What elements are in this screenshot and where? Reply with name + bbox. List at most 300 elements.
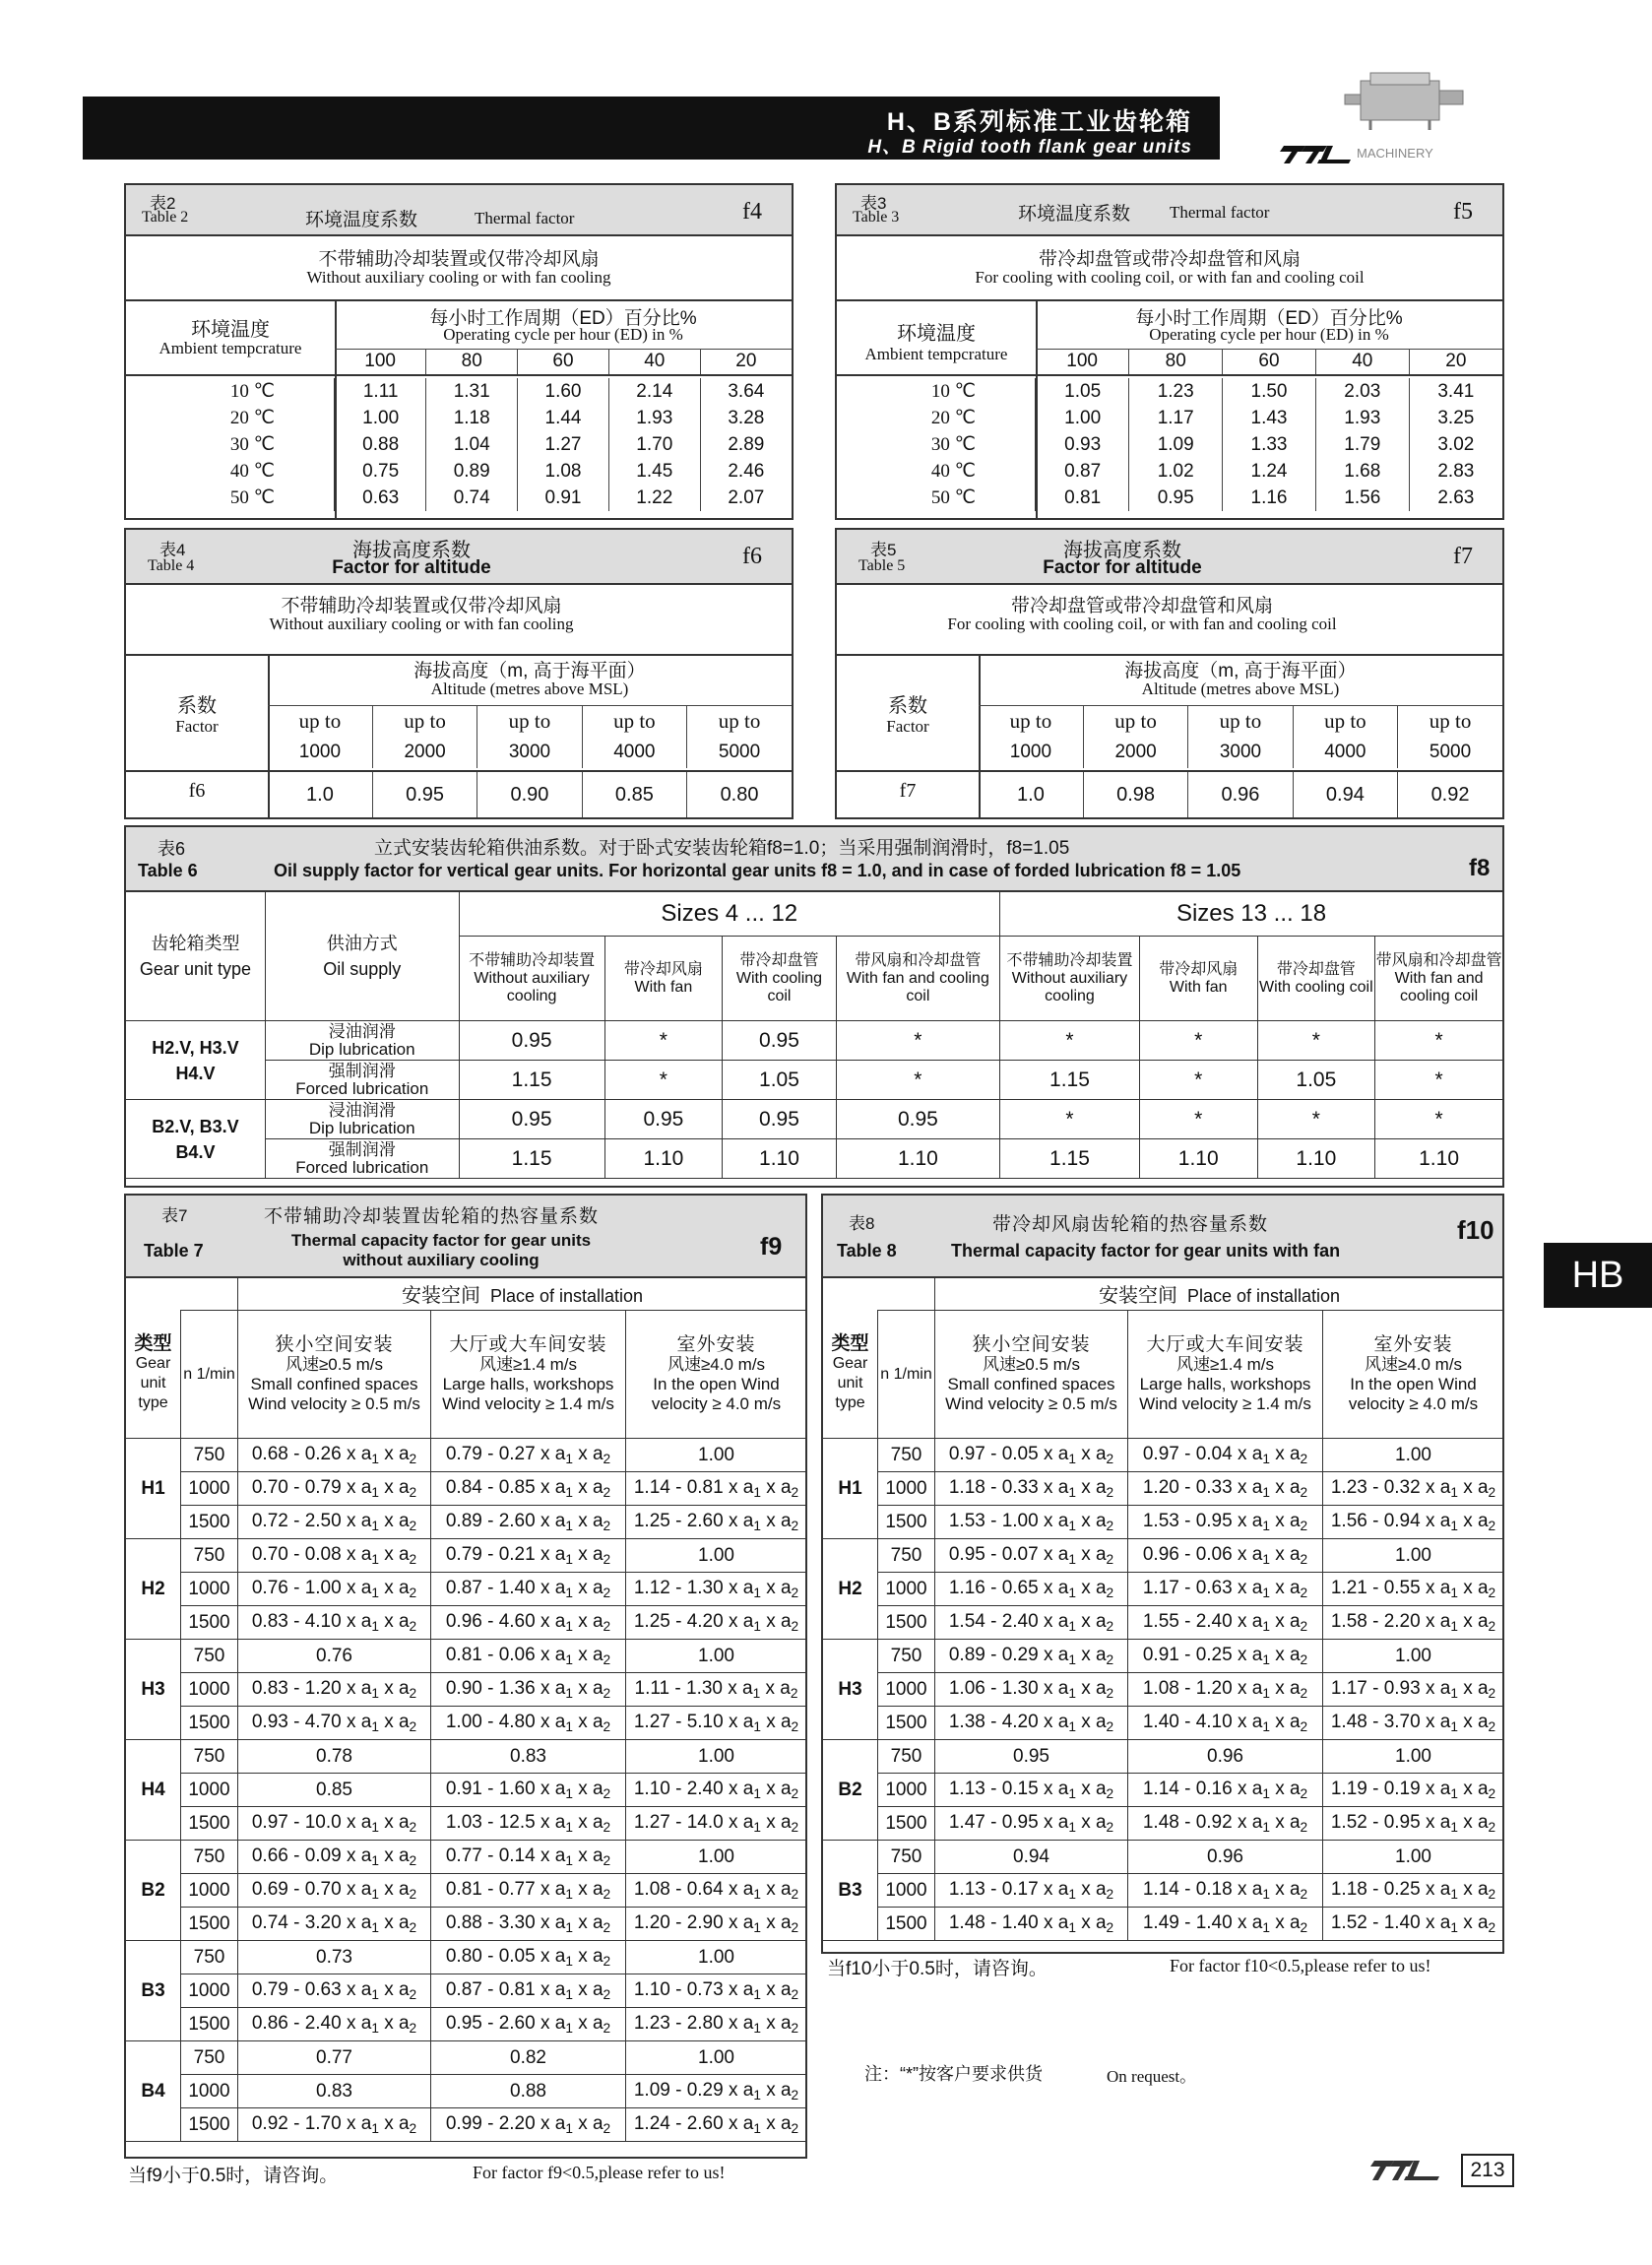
header-title-cn: H、B系列标准工业齿轮箱 [886,108,1192,136]
factor-value: 1.10 [836,1139,999,1179]
table-row [837,405,1502,431]
factor-value: 1.0 [268,772,372,817]
table-2-no-cn: 表2 [150,194,176,213]
table-cell: 1.17 - 0.63 x $a_1$ x $a_2$ [1128,1573,1323,1606]
ed-header: 100 [1036,349,1129,374]
table-4-condition-cn: 不带辅助冷却装置或仅带冷却风扇 [281,596,562,616]
oil-supply-cn: 浸油润滑 [328,1021,396,1041]
footer-brand-icon [1365,2155,1443,2184]
table-8-no-en: Table 8 [837,1241,897,1261]
table-cell: 1.23 - 0.32 x $a_1$ x $a_2$ [1323,1472,1504,1506]
table-cell: 1.27 [518,431,609,458]
table-cell: 0.96 - 0.06 x $a_1$ x $a_2$ [1128,1539,1323,1573]
place-col-cn: 狭小空间安装 [275,1333,394,1355]
ed-header: 60 [518,349,609,374]
table-cell: 0.81 - 0.06 x $a_1$ x $a_2$ [431,1640,626,1673]
place-en: Place of installation [1186,1286,1341,1306]
table-cell: 1.58 - 2.20 x $a_1$ x $a_2$ [1323,1606,1504,1640]
upto-label: up to [718,708,761,733]
altitude-value: 4000 [1293,737,1397,768]
table-cell: 750 [181,1640,238,1673]
table-4-values [268,772,792,817]
table-cell: 0.87 - 0.81 x $a_1$ x $a_2$ [431,1974,626,2008]
table-row [126,1439,807,1472]
section-tab-hb: HB [1544,1243,1652,1308]
table-cell: 10 ℃ [837,378,1036,405]
table-cell: 1.27 - 14.0 x $a_1$ x $a_2$ [626,1807,807,1841]
table-cell: 0.93 [1036,431,1129,458]
table-cell: 1.16 - 0.65 x $a_1$ x $a_2$ [935,1573,1128,1606]
factor-value: 0.96 [1188,772,1293,817]
table-5-group-cn: 海拔高度（m, 高于海平面） [1124,661,1357,681]
table-6-factor: f8 [1469,855,1491,881]
table-6-no-en: Table 6 [138,861,198,880]
table-3-title-cn: 环境温度系数 [1018,204,1131,225]
oil-option-cn: 不带辅助冷却装置 [469,951,596,969]
table-4-block [124,528,794,819]
table-cell: 750 [181,2041,238,2075]
table-cell: 0.97 - 0.05 x $a_1$ x $a_2$ [935,1439,1128,1472]
place-col-cn: 室外安装 [676,1333,756,1355]
table-row [126,458,792,485]
table-cell: 1.24 - 2.60 x $a_1$ x $a_2$ [626,2108,807,2142]
table-cell: 1.18 [426,405,518,431]
wind-cn: 风速≥1.4 m/s [478,1354,578,1374]
table-cell: 1.14 - 0.16 x $a_1$ x $a_2$ [1128,1774,1323,1807]
table-cell: 1.24 [1223,458,1316,485]
table-cell: 1500 [878,1807,935,1841]
table-5-row-label: f7 [899,780,917,802]
table-4-factor: f6 [742,544,762,569]
table-7-note-en: For factor f9<0.5,please refer to us! [473,2163,726,2182]
table-cell: 0.83 - 1.20 x $a_1$ x $a_2$ [238,1673,431,1707]
oil-option-en: With cooling coil [735,969,823,1004]
place-col-cn: 狭小空间安装 [972,1333,1091,1355]
place-col-cn: 大厅或大车间安装 [1146,1333,1304,1355]
table-cell: 1.52 - 1.40 x $a_1$ x $a_2$ [1323,1908,1504,1941]
place-col-en: Small confined spaces Wind velocity ≥ 0.5 m/s [945,1374,1117,1413]
table-cell: 0.88 - 3.30 x $a_1$ x $a_2$ [431,1908,626,1941]
upto-label: up to [1083,705,1187,737]
wind-cn: 风速≥0.5 m/s [285,1354,384,1374]
oil-option-cn: 带冷却风扇 [1159,960,1239,978]
table-3-condition-en: For cooling with cooling coil, or with fan and cooling coil [975,268,1365,287]
factor-value: 0.95 [723,1100,837,1139]
table-row [837,431,1502,458]
table-8-title-en: Thermal capacity factor for gear units with fan [951,1241,1341,1261]
type-en: Gear unit type [832,1355,868,1412]
table-cell: 1.93 [1315,405,1409,431]
table-cell: 1.06 - 1.30 x $a_1$ x $a_2$ [935,1673,1128,1707]
table-row [126,1472,807,1506]
factor-value: 1.0 [979,772,1083,817]
gear-type: H2 [823,1539,878,1640]
table-cell: 0.77 - 0.14 x $a_1$ x $a_2$ [431,1841,626,1874]
factor-value: 1.15 [459,1139,604,1179]
table-cell: 1.00 [1323,1640,1504,1673]
table-cell: 0.77 [238,2041,431,2075]
table-3-group-cn: 每小时工作周期（ED）百分比% [1135,308,1403,329]
table-cell: 0.82 [431,2041,626,2075]
table-6-grid [125,890,1503,1179]
table-cell: 1.09 - 0.29 x $a_1$ x $a_2$ [626,2075,807,2108]
table-cell: 1.00 [626,1941,807,1974]
table-3-col1-cn: 环境温度 [897,323,976,345]
table-cell: 0.86 - 2.40 x $a_1$ x $a_2$ [238,2008,431,2041]
factor-value: 1.10 [604,1139,723,1179]
table-8-no-cn: 表8 [849,1214,875,1233]
altitude-value: 5000 [1429,742,1472,762]
table-2-factor: f4 [742,199,762,225]
brand-logo [1276,138,1473,167]
table-cell: 1.08 - 1.20 x $a_1$ x $a_2$ [1128,1673,1323,1707]
table-row [126,1874,807,1908]
oil-option-cn: 带冷却盘管 [739,951,819,969]
type-en: Gear unit type [135,1355,171,1412]
table-cell: 1.03 - 12.5 x $a_1$ x $a_2$ [431,1807,626,1841]
table-cell: 2.89 [728,433,765,455]
gear-type: H2.V, H3.V [152,1037,239,1058]
table-row [823,1740,1504,1774]
table-row [126,1673,807,1707]
table-cell: 0.76 [238,1640,431,1673]
table-row [823,1439,1504,1472]
factor-value: 0.95 [372,772,477,817]
gear-type: H4 [126,1740,181,1841]
table-cell: 1.00 [626,1740,807,1774]
factor-value: 0.95 [604,1100,723,1139]
table-row [126,1941,807,1974]
table-row [126,1740,807,1774]
col-oil-cn: 供油方式 [326,933,398,953]
table-cell: 1.53 - 0.95 x $a_1$ x $a_2$ [1128,1506,1323,1539]
table-row [823,1640,1504,1673]
table-cell: 750 [878,1841,935,1874]
table-cell: 1.44 [518,405,609,431]
table-4-condition-en: Without auxiliary cooling or with fan cooling [269,615,574,633]
table-cell: 0.96 [1128,1841,1323,1874]
gearbox-illustration [1341,67,1469,136]
table-cell: 1500 [181,2108,238,2142]
table-cell: 1.18 - 0.25 x $a_1$ x $a_2$ [1323,1874,1504,1908]
ed-header: 40 [608,349,700,374]
table-5-col1-cn: 系数 [888,695,927,717]
table-cell: 1.53 - 1.00 x $a_1$ x $a_2$ [935,1506,1128,1539]
factor-value: 0.90 [477,772,582,817]
table-row [823,1539,1504,1573]
table-cell: 1.00 [626,1841,807,1874]
gear-type: B3 [823,1841,878,1941]
gear-type: B2 [823,1740,878,1841]
table-cell: 1000 [181,1573,238,1606]
table-cell: 0.89 [426,458,518,485]
page-number: 213 [1461,2154,1514,2187]
table-row [126,485,792,511]
factor-value: 1.15 [459,1061,604,1100]
factor-value: 1.10 [1257,1139,1375,1179]
table-cell: 1500 [181,1506,238,1539]
place-cn: 安装空间 [401,1285,480,1307]
table-cell: 1.14 - 0.81 x $a_1$ x $a_2$ [626,1472,807,1506]
upto-label: up to [372,705,477,737]
table-row [126,1139,1503,1179]
table-3-title-en: Thermal factor [1170,203,1270,222]
gear-type: B3 [126,1941,181,2041]
table-cell: 3.25 [1437,407,1475,428]
table-row [837,458,1502,485]
upto-label: up to [1429,708,1472,733]
table-cell: 3.02 [1437,433,1475,455]
table-cell: 0.74 - 3.20 x $a_1$ x $a_2$ [238,1908,431,1941]
table-row [126,1908,807,1941]
table-cell: 0.96 [1128,1740,1323,1774]
table-2-no-en: Table 2 [142,209,189,226]
table-4-no-en: Table 4 [148,557,195,574]
table-cell: 1.10 - 0.73 x $a_1$ x $a_2$ [626,1974,807,2008]
table-cell: 1000 [181,1974,238,2008]
table-cell: 1.54 - 2.40 x $a_1$ x $a_2$ [935,1606,1128,1640]
table-cell: 40 ℃ [837,458,1036,485]
factor-value: 1.05 [1257,1061,1375,1100]
table-2-ed-header [335,349,792,374]
col-type-cn: 齿轮箱类型 [151,933,240,953]
table-cell: 50 ℃ [837,485,1036,511]
table-cell: 0.87 [1036,458,1129,485]
table-cell: 0.99 - 2.20 x $a_1$ x $a_2$ [431,2108,626,2142]
oil-option-en: With fan [634,978,693,996]
table-5-title-en: Factor for altitude [1043,557,1202,578]
table-cell: 2.46 [728,460,765,482]
table-row [126,1573,807,1606]
factor-value: * [1000,1021,1140,1061]
table-cell: 0.90 - 1.36 x $a_1$ x $a_2$ [431,1673,626,1707]
table-cell: 0.93 - 4.70 x $a_1$ x $a_2$ [238,1707,431,1740]
factor-value: * [1375,1061,1503,1100]
table-cell: 20 ℃ [837,405,1036,431]
table-row [823,1841,1504,1874]
table-cell: 0.83 [238,2075,431,2108]
table-cell: 30 ℃ [126,431,335,458]
table-cell: 1.00 [1036,405,1129,431]
table-row [837,378,1502,405]
table-6-title-en: Oil supply factor for vertical gear units. For horizontal gear units f8 = 1.0, and in case of forded lubrication f8 = 1.05 [274,861,1241,880]
place-col-cn: 室外安装 [1373,1333,1453,1355]
table-cell: 0.70 - 0.08 x $a_1$ x $a_2$ [238,1539,431,1573]
table-cell: 1.43 [1223,405,1316,431]
general-note-cn: 注：“*”按客户要求供货 [864,2064,1043,2084]
table-2-group-cn: 每小时工作周期（ED）百分比% [429,308,697,329]
table-2-title-en: Thermal factor [475,209,575,227]
factor-value: * [1257,1021,1375,1061]
table-cell: 0.96 - 4.60 x $a_1$ x $a_2$ [431,1606,626,1640]
table-row [126,2108,807,2142]
table-6-block [124,825,1504,1188]
oil-option-cn: 带风扇和冷却盘管 [855,951,982,969]
oil-option-en: With fan and cooling coil [846,969,989,1004]
table-row [126,1640,807,1673]
table-cell: 0.80 - 0.05 x $a_1$ x $a_2$ [431,1941,626,1974]
brand-mark-icon [1276,138,1355,165]
ed-header: 40 [1315,349,1409,374]
table-cell: 1.14 - 0.18 x $a_1$ x $a_2$ [1128,1874,1323,1908]
oil-option-en: With fan and cooling coil [1394,969,1484,1004]
table-row [126,1021,1503,1061]
table-4-group-cn: 海拔高度（m, 高于海平面） [413,661,646,681]
table-cell: 0.85 [238,1774,431,1807]
table-row [126,1100,1503,1139]
factor-value: * [1139,1061,1257,1100]
table-cell: 0.78 [238,1740,431,1774]
factor-value: 1.10 [723,1139,837,1179]
gear-type: B2 [126,1841,181,1941]
factor-value: * [1139,1100,1257,1139]
table-cell: 1.93 [608,405,700,431]
table-cell: 0.74 [426,485,518,511]
table-cell: 0.88 [335,431,426,458]
table-5-group-en: Altitude (metres above MSL) [1141,680,1340,698]
table-cell: 1.50 [1223,378,1316,405]
table-row [126,1774,807,1807]
ed-header: 80 [426,349,518,374]
factor-value: * [1257,1100,1375,1139]
gear-type: B4.V [175,1141,216,1162]
table-6-title-cn: 立式安装齿轮箱供油系数。对于卧式安装齿轮箱f8=1.0；当采用强制润滑时，f8=1.05 [374,838,1070,859]
table-5-no-en: Table 5 [858,557,906,574]
table-cell: 20 ℃ [126,405,335,431]
table-cell: 1.00 [335,405,426,431]
table-cell: 1.08 [518,458,609,485]
wind-cn: 风速≥4.0 m/s [1364,1354,1463,1374]
table-row [823,1606,1504,1640]
table-row [837,485,1502,511]
factor-value: 1.15 [1000,1061,1140,1100]
table-cell: 0.91 [518,485,609,511]
table-4-title-cn: 海拔高度系数 [352,540,471,561]
table-cell: 1500 [878,1506,935,1539]
place-col-en: Small confined spaces Wind velocity ≥ 0.5 m/s [248,1374,420,1413]
altitude-value: 3000 [477,737,582,768]
table-cell: 0.91 - 1.60 x $a_1$ x $a_2$ [431,1774,626,1807]
table-row [126,1974,807,2008]
factor-value: * [1139,1021,1257,1061]
table-cell: 0.89 - 2.60 x $a_1$ x $a_2$ [431,1506,626,1539]
oil-option-cn: 带冷却风扇 [623,960,703,978]
table-cell: 0.73 [238,1941,431,1974]
table-cell: 0.83 [431,1740,626,1774]
factor-value: 0.94 [1293,772,1397,817]
table-cell: 1500 [181,2008,238,2041]
table-cell: 1.00 [626,1640,807,1673]
table-cell: 1.49 - 1.40 x $a_1$ x $a_2$ [1128,1908,1323,1941]
table-4-altitudes [268,705,792,768]
n-header: n 1/min [878,1311,935,1439]
gear-type: H3 [126,1640,181,1740]
col-oil-en: Oil supply [323,958,402,979]
table-cell: 0.88 [431,2075,626,2108]
altitude-value: 2000 [1083,737,1187,768]
table-cell: 750 [181,1539,238,1573]
table-cell: 0.89 - 0.29 x $a_1$ x $a_2$ [935,1640,1128,1673]
table-cell: 0.68 - 0.26 x $a_1$ x $a_2$ [238,1439,431,1472]
table-3-col1-en: Ambient tempcrature [864,345,1008,363]
table-7-note-cn: 当f9小于0.5时，请咨询。 [128,2166,339,2186]
table-7-no-en: Table 7 [144,1241,204,1261]
table-5-col1-en: Factor [886,717,929,736]
wind-cn: 风速≥1.4 m/s [1175,1354,1275,1374]
oil-supply-cn: 强制润滑 [328,1139,396,1159]
type-cn: 类型 [134,1333,172,1355]
table-cell: 750 [878,1740,935,1774]
table-cell: 1.31 [426,378,518,405]
factor-value: * [1375,1021,1503,1061]
factor-value: 0.85 [582,772,686,817]
table-3-body [837,378,1502,511]
table-row [126,1606,807,1640]
size-group-a: Sizes 4 ... 12 [459,891,999,937]
table-cell: 1.27 - 5.10 x $a_1$ x $a_2$ [626,1707,807,1740]
altitude-value: 5000 [718,742,761,762]
table-row [126,1707,807,1740]
table-8-grid [822,1276,1504,1941]
page-header-bar [83,97,1220,160]
table-cell: 0.97 - 0.04 x $a_1$ x $a_2$ [1128,1439,1323,1472]
table-cell: 10 ℃ [126,378,335,405]
table-cell: 1.70 [608,431,700,458]
table-3-no-en: Table 3 [853,209,900,226]
factor-value: * [836,1061,999,1100]
table-cell: 1.13 - 0.15 x $a_1$ x $a_2$ [935,1774,1128,1807]
wind-cn: 风速≥4.0 m/s [667,1354,766,1374]
table-row [126,405,792,431]
table-cell: 1500 [878,1908,935,1941]
table-cell: 0.79 - 0.21 x $a_1$ x $a_2$ [431,1539,626,1573]
table-cell: 1.00 [1323,1841,1504,1874]
gear-type: B4 [126,2041,181,2142]
factor-value: 0.95 [459,1100,604,1139]
factor-value: 0.95 [723,1021,837,1061]
table-cell: 1.52 - 0.95 x $a_1$ x $a_2$ [1323,1807,1504,1841]
table-row [126,2008,807,2041]
table-cell: 1.11 [335,378,426,405]
table-cell: 1.48 - 1.40 x $a_1$ x $a_2$ [935,1908,1128,1941]
table-cell: 1500 [181,1707,238,1740]
table-row [126,378,792,405]
table-cell: 1.09 [1129,431,1223,458]
factor-value: 1.15 [1000,1139,1140,1179]
gear-type: H3 [823,1640,878,1740]
table-2-group-en: Operating cycle per hour (ED) in % [443,325,683,344]
table-cell: 1.13 - 0.17 x $a_1$ x $a_2$ [935,1874,1128,1908]
table-cell: 1.47 - 0.95 x $a_1$ x $a_2$ [935,1807,1128,1841]
table-cell: 1.38 - 4.20 x $a_1$ x $a_2$ [935,1707,1128,1740]
table-3-no-cn: 表3 [860,194,887,213]
table-cell: 1500 [878,1606,935,1640]
table-7-no-cn: 表7 [161,1206,188,1225]
table-row [823,1807,1504,1841]
table-cell: 1000 [181,1874,238,1908]
upto-label: up to [268,705,372,737]
table-5-no-cn: 表5 [870,541,897,559]
table-2-body [126,378,792,511]
table-cell: 2.63 [1437,486,1475,508]
table-4-no-cn: 表4 [159,541,186,559]
ed-header: 20 [735,351,757,371]
table-cell: 0.66 - 0.09 x $a_1$ x $a_2$ [238,1841,431,1874]
oil-supply-en: Dip lubrication [308,1039,415,1059]
table-cell: 2.03 [1315,378,1409,405]
factor-value: * [836,1021,999,1061]
oil-supply-en: Forced lubrication [295,1078,429,1098]
